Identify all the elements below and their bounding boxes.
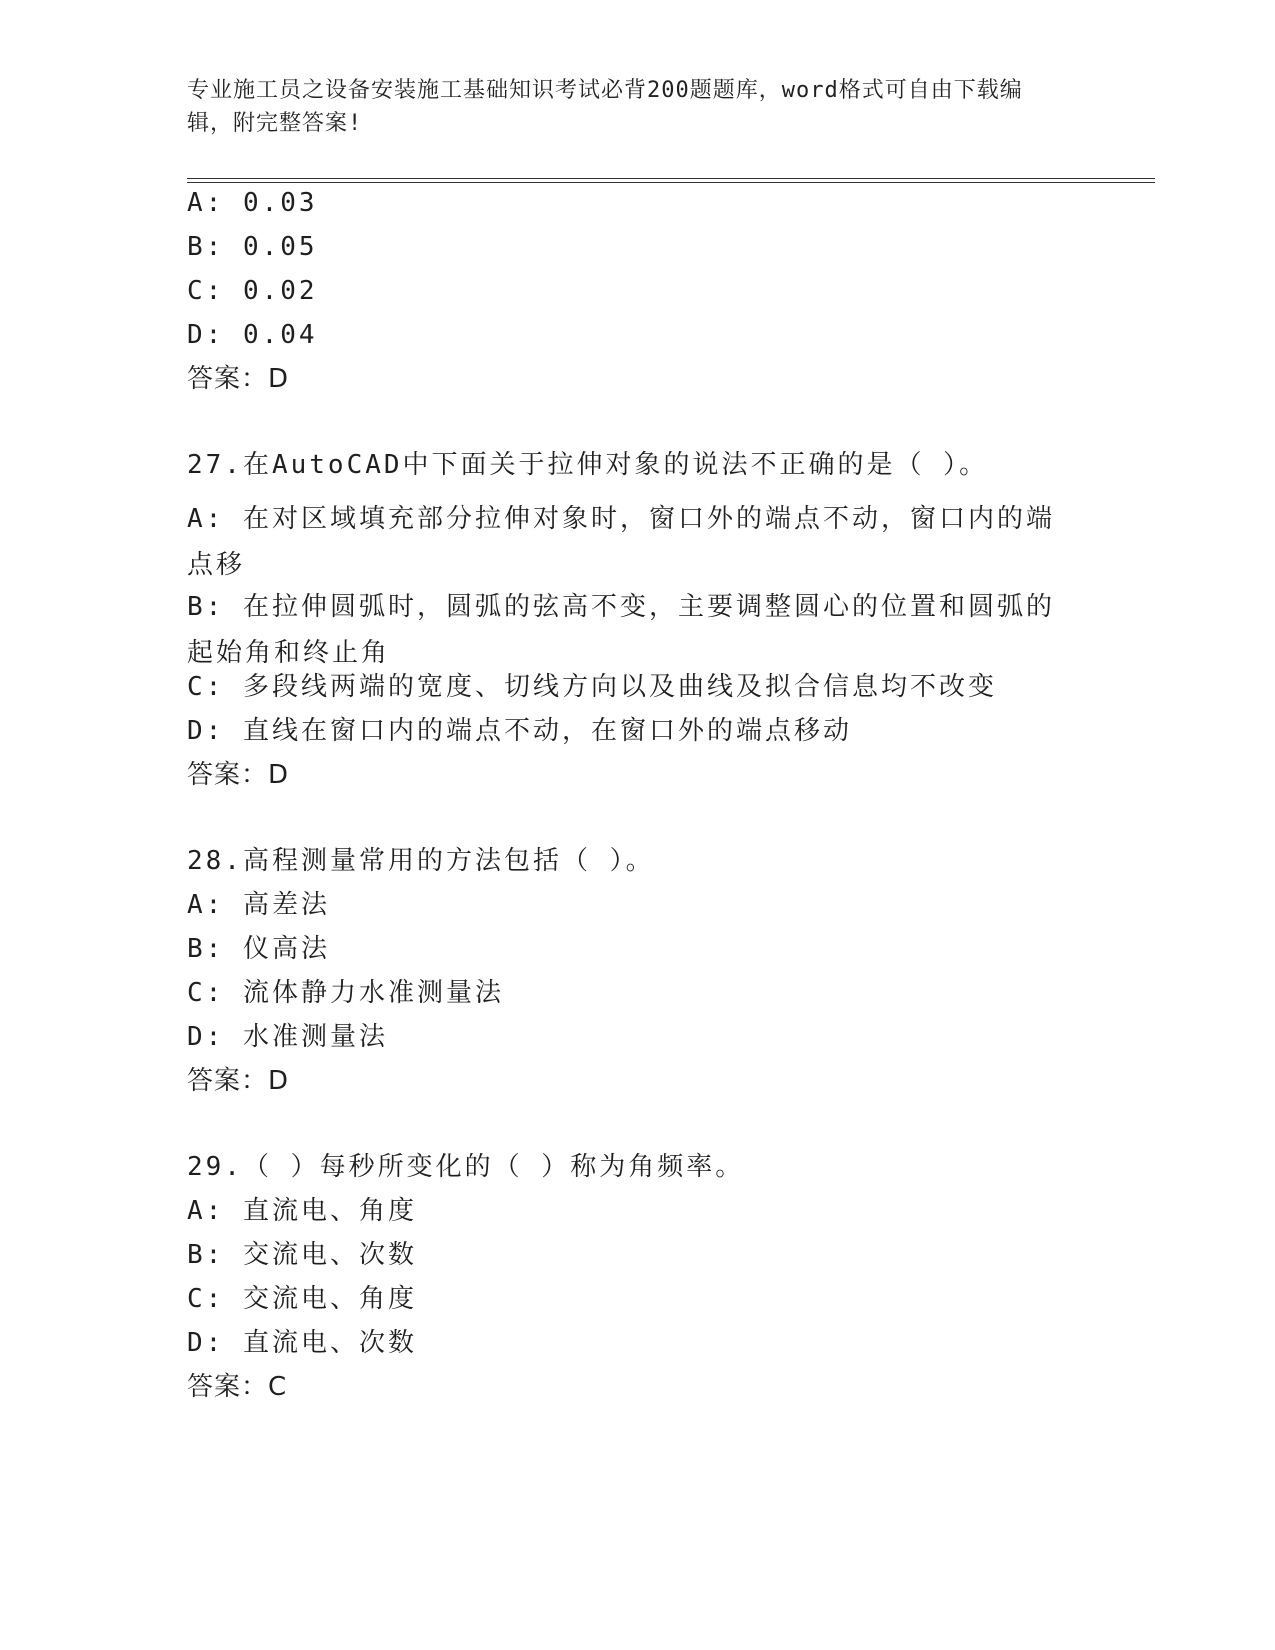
q27-option-b: B: 在拉伸圆弧时，圆弧的弦高不变，主要调整圆心的位置和圆弧的起始角和终止角: [187, 592, 1055, 668]
q27-answer: 答案：D: [187, 760, 290, 790]
q29-option-d: D: 直流电、次数: [187, 1328, 417, 1358]
q26-option-a: A: 0.03: [187, 188, 318, 218]
q28-question: 28.高程测量常用的方法包括（ ）。: [187, 846, 655, 876]
q29-answer: 答案：C: [187, 1372, 288, 1402]
q29-question: 29.（ ）每秒所变化的（ ）称为角频率。: [187, 1152, 745, 1182]
q27-question: 27.在AutoCAD中下面关于拉伸对象的说法不正确的是（ ）。: [187, 450, 989, 480]
q26-option-b: B: 0.05: [187, 232, 318, 262]
q27-option-c: C: 多段线两端的宽度、切线方向以及曲线及拟合信息均不改变: [187, 672, 997, 702]
q27-option-d: D: 直线在窗口内的端点不动，在窗口外的端点移动: [187, 716, 852, 746]
q28-answer: 答案：D: [187, 1066, 290, 1096]
q29-option-c: C: 交流电、角度: [187, 1284, 417, 1314]
q28-option-b: B: 仪高法: [187, 934, 330, 964]
q26-option-c: C: 0.02: [187, 276, 318, 306]
q26-option-d: D: 0.04: [187, 320, 318, 350]
q27-option-a: A: 在对区域填充部分拉伸对象时，窗口外的端点不动，窗口内的端点移: [187, 504, 1055, 580]
q28-option-a: A: 高差法: [187, 890, 330, 920]
document-header-title: 专业施工员之设备安装施工基础知识考试必背200题题库，word格式可自由下载编辑，附完整答案!: [187, 78, 1023, 136]
q29-option-b: B: 交流电、次数: [187, 1240, 417, 1270]
q29-option-a: A: 直流电、角度: [187, 1196, 417, 1226]
header-double-rule: [187, 178, 1155, 183]
q28-option-d: D: 水准测量法: [187, 1022, 388, 1052]
q28-option-c: C: 流体静力水准测量法: [187, 978, 504, 1008]
q26-answer: 答案：D: [187, 364, 290, 394]
